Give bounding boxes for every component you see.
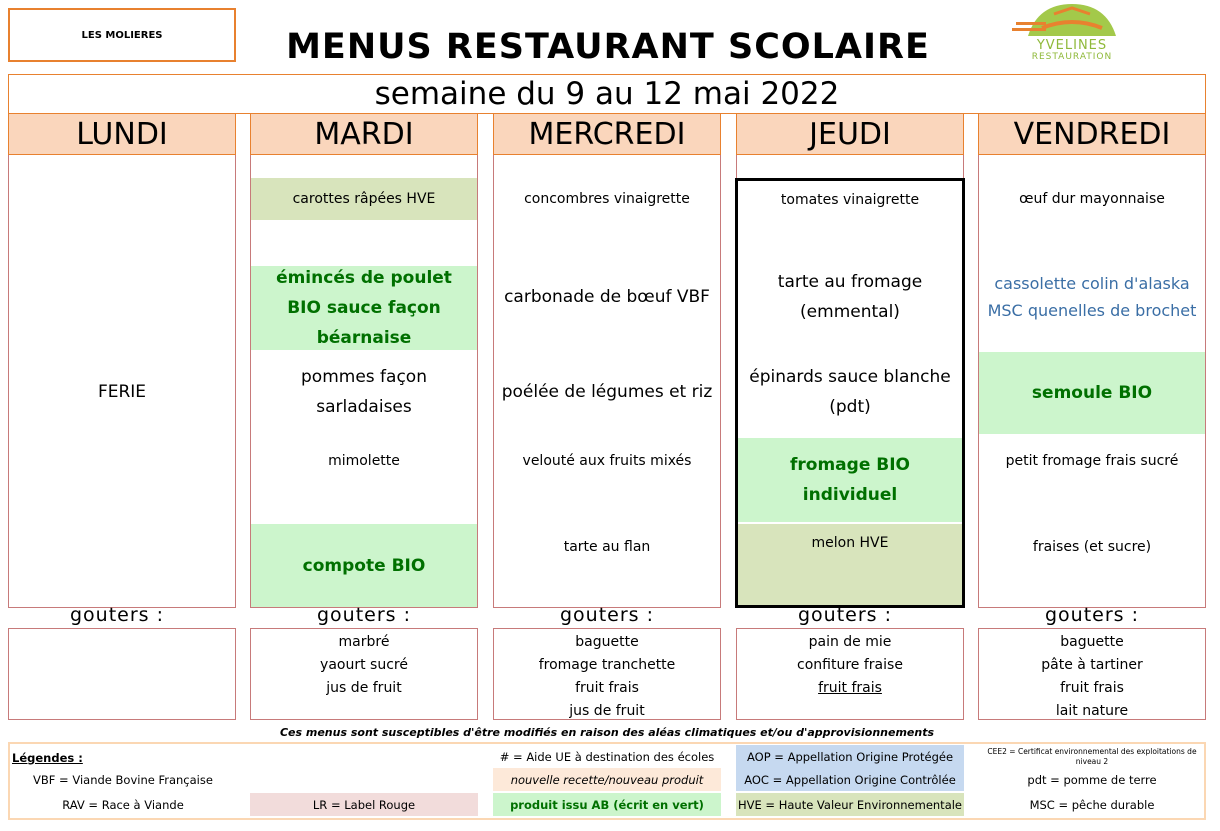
week-label: semaine du 9 au 12 mai 2022 [374, 76, 840, 112]
snack-label: gouters : [1044, 604, 1140, 626]
snack-box-jeudi [736, 628, 964, 720]
legend-lr: LR = Label Rouge [250, 793, 478, 816]
menu-item: tomates vinaigrette [780, 191, 920, 208]
day-header-vendredi: VENDREDI [978, 113, 1206, 155]
menu-item: poélée de légumes et riz [501, 382, 713, 402]
day-header-mardi: MARDI [250, 113, 478, 155]
menu-item: carbonade de bœuf VBF [504, 287, 710, 307]
logo-emblem-icon [1008, 2, 1136, 42]
snack-label: gouters : [559, 604, 655, 626]
school-name-box [8, 8, 236, 62]
legend-rav: RAV = Race à Viande [62, 797, 184, 812]
menu-item-text: semoule BIO [1031, 383, 1153, 403]
snack-item: fruit frais [575, 680, 639, 696]
menu-item: pommes façon sarladaises [301, 367, 427, 417]
snack-box-vendredi [978, 628, 1206, 720]
legend-hve: HVE = Haute Valeur Environnementale [736, 793, 964, 816]
snack-item: pain de mie [808, 634, 892, 650]
snack-item: lait nature [1055, 703, 1129, 719]
menu-item [979, 266, 1205, 328]
logo-text-bottom: RESTAURATION [1031, 52, 1113, 62]
snack-item: fruit frais [818, 680, 882, 696]
menu-item-text: cassolette colin d'alaska MSC quenelles de brochet [987, 274, 1197, 320]
snack-label: gouters : [69, 604, 165, 626]
snack-box-lundi [8, 628, 236, 720]
legend-cee2: CEE2 = Certificat environnemental des exploitations de niveau 2 [987, 746, 1197, 766]
menu-item: mimolette [328, 453, 400, 469]
menu-item: œuf dur mayonnaise [1019, 190, 1165, 207]
legend-vbf: VBF = Viande Bovine Française [33, 772, 213, 787]
menu-item [251, 524, 477, 607]
menu-item [251, 266, 477, 350]
yvelines-restauration-logo [1008, 2, 1136, 66]
legend-msc: MSC = pêche durable [1029, 797, 1155, 812]
disclaimer-note: Ces menus sont susceptibles d'être modifiés en raison des aléas climatiques et/ou d'approvisionnements [279, 725, 935, 739]
menu-item: tarte au flan [563, 539, 651, 555]
snack-box-mercredi [493, 628, 721, 720]
snack-item: pâte à tartiner [1041, 657, 1143, 673]
snack-item: marbré [338, 634, 390, 650]
day-header-jeudi: JEUDI [736, 113, 964, 155]
menu-item: concombres vinaigrette [524, 190, 690, 207]
legend-aop: AOP = Appellation Origine Protégée [736, 745, 964, 768]
legend-aide: # = Aide UE à destination des écoles [499, 749, 715, 764]
menu-item-text: émincés de poulet BIO sauce façon béarnaise [276, 268, 452, 348]
snack-item: fruit frais [1060, 680, 1124, 696]
snack-item: jus de fruit [569, 703, 645, 719]
snack-item: baguette [575, 634, 639, 650]
menu-item [979, 352, 1205, 434]
school-name: LES MOLIERES [81, 29, 163, 41]
menu-item: velouté aux fruits mixés [522, 453, 692, 469]
menu-item: petit fromage frais sucré [1005, 453, 1179, 469]
legend-pdt: pdt = pomme de terre [1027, 772, 1157, 787]
menu-item-text: compote BIO [302, 555, 426, 576]
legend-title: Légendes : [12, 750, 83, 765]
menu-item: épinards sauce blanche (pdt) [749, 367, 951, 417]
snack-label: gouters : [316, 604, 412, 626]
snack-item: fromage tranchette [538, 657, 676, 673]
logo-text-top: YVELINES [1036, 38, 1108, 53]
menu-item: tarte au fromage (emmental) [777, 272, 923, 322]
menu-item: melon HVE [737, 524, 963, 606]
snack-label: gouters : [797, 604, 893, 626]
menu-item-text: fromage BIO individuel [790, 455, 910, 505]
legend-ab: produit issu AB (écrit en vert) [493, 793, 721, 816]
page-title: MENUS RESTAURANT SCOLAIRE [286, 27, 930, 67]
snack-item: yaourt sucré [320, 657, 408, 673]
highlight-frame [735, 178, 965, 608]
day-header-mercredi: MERCREDI [493, 113, 721, 155]
legend-aoc: AOC = Appellation Origine Contrôlée [736, 768, 964, 791]
day-header-lundi: LUNDI [8, 113, 236, 155]
snack-box-mardi [250, 628, 478, 720]
legend-nouveau: nouvelle recette/nouveau produit [493, 768, 721, 791]
menu-item: FERIE [97, 382, 147, 402]
menu-item: carottes râpées HVE [251, 178, 477, 220]
snack-item: baguette [1060, 634, 1124, 650]
snack-item: confiture fraise [797, 657, 903, 673]
snack-item: jus de fruit [326, 680, 402, 696]
week-banner [8, 74, 1206, 114]
menu-item: fraises (et sucre) [1032, 539, 1152, 555]
